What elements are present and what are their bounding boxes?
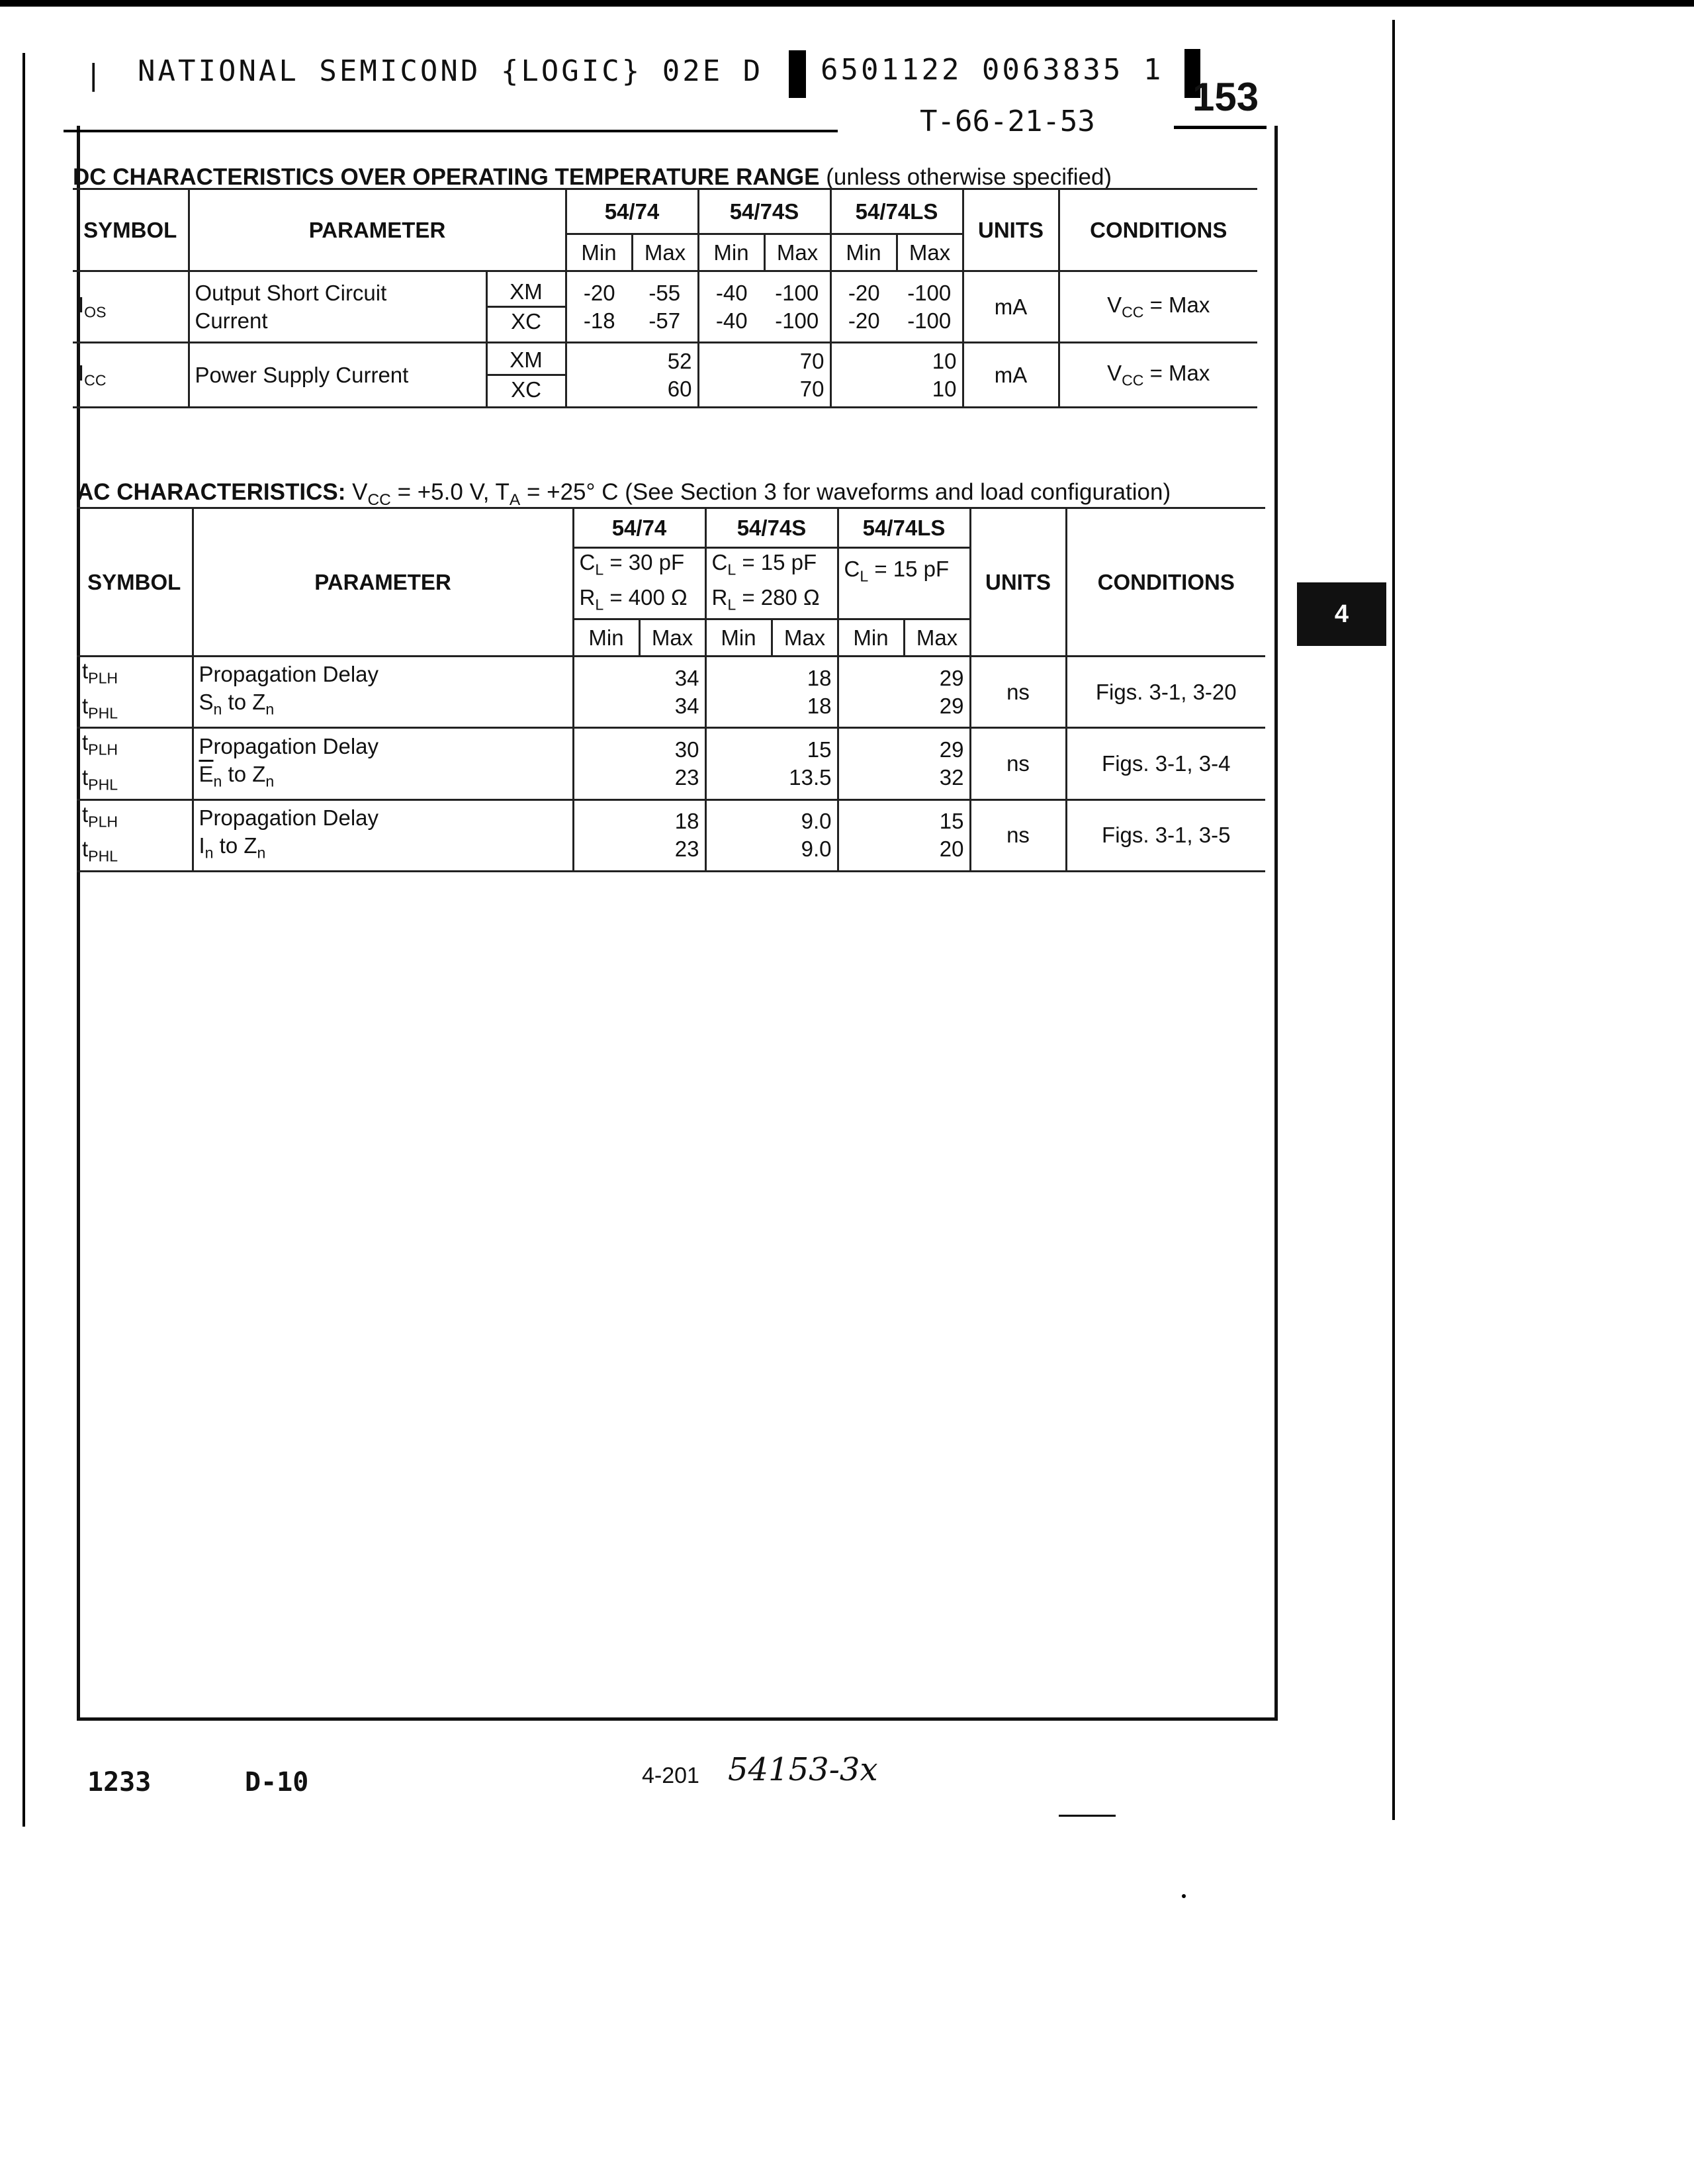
value-cell: 15 13.5 <box>772 728 838 799</box>
empty-cell <box>566 343 632 408</box>
empty-cell <box>573 799 639 871</box>
empty-cell <box>573 657 639 728</box>
header-company: NATIONAL SEMICOND {LOGIC} 02E D <box>138 54 764 88</box>
value-cell: 34 34 <box>639 657 705 728</box>
units-cell: mA <box>963 271 1059 343</box>
value-cell: -100 -100 <box>897 271 963 343</box>
empty-cell <box>705 799 772 871</box>
ac-section-title: AC CHARACTERISTICS: $V_{CC} = +5.0$ V, $T_A = +25^\circ$ C (See Section 3 for waveforms and load configuration) <box>77 479 1171 509</box>
units-cell: ns <box>970 657 1066 728</box>
ac-max-header: Max <box>639 619 705 657</box>
empty-cell <box>838 657 904 728</box>
dc-min-header: Min <box>830 234 897 271</box>
empty-cell <box>830 343 897 408</box>
dc-parameter-header: PARAMETER <box>189 189 566 271</box>
table-row-symbol: $I_{OS}$ <box>73 271 189 343</box>
dc-group-54-74ls: 54/74LS <box>830 189 963 234</box>
value-cell: -55 -57 <box>632 271 698 343</box>
ac-min-header: Min <box>705 619 772 657</box>
dc-min-header: Min <box>566 234 632 271</box>
table-row-symbol: $t_{PLH}$ $t_{PHL}$ <box>77 728 193 799</box>
ac-group-54-74s: 54/74S <box>705 508 838 548</box>
dc-max-header: Max <box>897 234 963 271</box>
section-tab: 4 <box>1297 582 1386 646</box>
ac-conditions-header: CONDITIONS <box>1066 508 1265 657</box>
conditions-cell: $V_{CC}$ = Max <box>1059 271 1257 343</box>
ac-load-54-74ls: $C_L = 15$ pF <box>838 548 970 619</box>
value-cell: 9.0 9.0 <box>772 799 838 871</box>
table-row-parameter: Propagation Delay $\overline{E}_n$ to $Z_n$ <box>193 728 573 799</box>
table-row-parameter: Power Supply Current <box>189 343 486 408</box>
empty-cell <box>838 799 904 871</box>
frame-top-line-left <box>64 130 838 132</box>
value-cell: -100 -100 <box>764 271 830 343</box>
header-codes: 6501122 0063835 1 <box>821 53 1164 87</box>
ac-characteristics-table <box>77 507 1265 872</box>
empty-cell <box>705 657 772 728</box>
dc-section-title: DC CHARACTERISTICS OVER OPERATING TEMPERATURE RANGE (unless otherwise specified) <box>73 164 1112 190</box>
value-cell: 15 20 <box>904 799 970 871</box>
value-cell: 18 18 <box>772 657 838 728</box>
ac-symbol-header: SYMBOL <box>77 508 193 657</box>
conditions-cell: Figs. 3-1, 3-5 <box>1066 799 1265 871</box>
table-row-symbol: $t_{PLH}$ $t_{PHL}$ <box>77 657 193 728</box>
grade-cell: XM XC <box>486 343 566 408</box>
header-page-fragment: 153 <box>1192 75 1259 119</box>
footer-page-number: 4-201 <box>642 1763 699 1788</box>
dc-conditions-header: CONDITIONS <box>1059 189 1257 271</box>
dc-max-header: Max <box>764 234 830 271</box>
header-ref: T-66-21-53 <box>920 105 1095 138</box>
dc-symbol-header: SYMBOL <box>73 189 189 271</box>
empty-cell <box>698 343 764 408</box>
units-cell: ns <box>970 799 1066 871</box>
left-margin-line <box>22 53 25 1827</box>
table-row-parameter: Propagation Delay $I_n$ to $Z_n$ <box>193 799 573 871</box>
ac-min-header: Min <box>573 619 639 657</box>
scan-mark-dot <box>1182 1894 1186 1898</box>
units-cell: mA <box>963 343 1059 408</box>
footer-code-d10: D-10 <box>245 1767 309 1797</box>
ac-group-54-74ls: 54/74LS <box>838 508 970 548</box>
value-cell: 29 29 <box>904 657 970 728</box>
top-border-line <box>0 0 1694 7</box>
header-black-block <box>789 50 806 98</box>
empty-cell <box>838 728 904 799</box>
table-row-parameter: Propagation Delay $S_n$ to $Z_n$ <box>193 657 573 728</box>
frame-top-line-right <box>1174 126 1267 129</box>
value-cell: 70 70 <box>764 343 830 408</box>
ac-max-header: Max <box>772 619 838 657</box>
ac-min-header: Min <box>838 619 904 657</box>
conditions-cell: $V_{CC}$ = Max <box>1059 343 1257 408</box>
value-cell: -40 -40 <box>698 271 764 343</box>
conditions-cell: Figs. 3-1, 3-20 <box>1066 657 1265 728</box>
table-row-symbol: $t_{PLH}$ $t_{PHL}$ <box>77 799 193 871</box>
dc-min-header: Min <box>698 234 764 271</box>
footer-code-1233: 1233 <box>87 1767 152 1797</box>
units-cell: ns <box>970 728 1066 799</box>
value-cell: 18 23 <box>639 799 705 871</box>
table-row-symbol: $I_{CC}$ <box>73 343 189 408</box>
value-cell: 30 23 <box>639 728 705 799</box>
ac-load-54-74s: $C_L = 15$ pF $R_L = 280$ Ω <box>705 548 838 619</box>
dc-characteristics-table <box>73 188 1257 408</box>
empty-cell <box>705 728 772 799</box>
value-cell: -20 -20 <box>830 271 897 343</box>
dc-units-header: UNITS <box>963 189 1059 271</box>
ac-units-header: UNITS <box>970 508 1066 657</box>
table-row-parameter: Output Short Circuit Current <box>189 271 486 343</box>
ac-parameter-header: PARAMETER <box>193 508 573 657</box>
right-margin-line <box>1392 20 1395 1820</box>
dc-group-54-74: 54/74 <box>566 189 698 234</box>
value-cell: 52 60 <box>632 343 698 408</box>
dc-group-54-74s: 54/74S <box>698 189 830 234</box>
empty-cell <box>573 728 639 799</box>
header-mark: | <box>85 58 105 92</box>
scan-mark-line <box>1059 1815 1116 1817</box>
value-cell: -20 -18 <box>566 271 632 343</box>
conditions-cell: Figs. 3-1, 3-4 <box>1066 728 1265 799</box>
dc-max-header: Max <box>632 234 698 271</box>
grade-cell: XM XC <box>486 271 566 343</box>
value-cell: 10 10 <box>897 343 963 408</box>
ac-max-header: Max <box>904 619 970 657</box>
value-cell: 29 32 <box>904 728 970 799</box>
ac-group-54-74: 54/74 <box>573 508 705 548</box>
footer-handwritten-note: 54153-3x <box>728 1751 878 1788</box>
ac-load-54-74: $C_L = 30$ pF $R_L = 400$ Ω <box>573 548 705 619</box>
